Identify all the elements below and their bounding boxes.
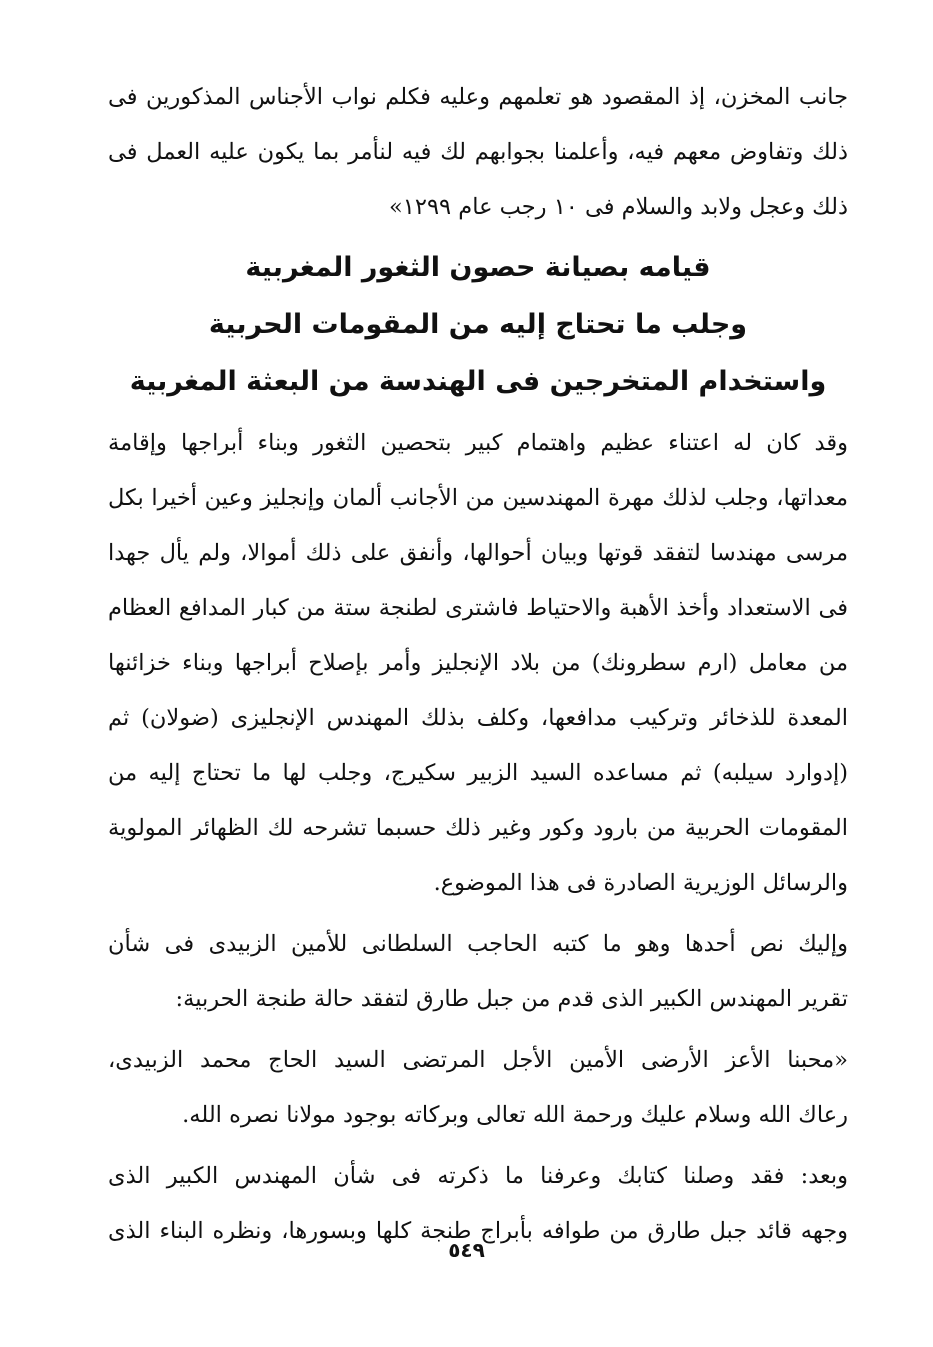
- text-line: المعدة للذخائر وتركيب مدافعها، وكلف بذلك المهندس الإنجليزى (ضولان) ثم: [108, 705, 848, 731]
- text-line: وقد كان له اعتناء عظيم واهتمام كبير بتحصين الثغور وبناء أبراجها وإقامة: [108, 430, 848, 456]
- paragraph-intro: [108, 917, 848, 1027]
- heading-line: واستخدام المتخرجين فى الهندسة من البعثة المغربية: [129, 366, 827, 397]
- text-line: والرسائل الوزيرية الصادرة فى هذا الموضوع.: [433, 870, 848, 896]
- heading-line: وجلب ما تحتاج إليه من المقومات الحربية: [208, 309, 748, 340]
- text-line: رعاك الله وسلام عليك ورحمة الله تعالى وبركاته بوجود مولانا نصره الله.: [182, 1102, 848, 1128]
- text-line: (إدوارد سيلبه) ثم مساعده السيد الزبير سكيرج، وجلب لها ما تحتاج إليه من: [108, 760, 848, 786]
- page-body: [108, 70, 848, 1259]
- heading-line: قيامه بصيانة حصون الثغور المغربية: [245, 252, 711, 283]
- page-number: ٥٤٩: [448, 1238, 485, 1262]
- text-line: ذلك وتفاوض معهم فيه، وأعلمنا بجوابهم لك فيه لنأمر بما يكون عليه العمل فى: [108, 139, 848, 165]
- text-line: «محبنا الأعز الأرضى الأمين الأجل المرتضى السيد الحاج محمد الزبيدى،: [108, 1047, 848, 1073]
- paragraph-quote: [108, 1033, 848, 1143]
- text-line: من معامل (ارم سطرونك) من بلاد الإنجليز وأمر بإصلاح أبراجها وبناء خزائنها: [108, 650, 848, 676]
- text-line: جانب المخزن، إذ المقصود هو تعلمهم وعليه فكلم نواب الأجناس المذكورين فى: [108, 84, 848, 110]
- paragraph-continuation: [108, 70, 848, 235]
- text-line: مرسى مهندسا لتفقد قوتها وبيان أحوالها، وأنفق على ذلك أموالا، ولم يأل جهدا: [108, 540, 848, 566]
- text-line: فى الاستعداد وأخذ الأهبة والاحتياط فاشترى لطنجة ستة من كبار المدافع العظام: [108, 595, 848, 621]
- text-line: المقومات الحربية من بارود وكور وغير ذلك حسبما تشرحه لك الظهائر المولوية: [108, 815, 848, 841]
- text-line: وبعد: فقد وصلنا كتابك وعرفنا ما ذكرته فى شأن المهندس الكبير الذى: [108, 1163, 848, 1189]
- section-heading: [108, 239, 848, 410]
- text-line: معداتها، وجلب لذلك مهرة المهندسين من الأجانب ألمان وإنجليز وعين أخيرا بكل: [108, 485, 848, 511]
- text-line: ذلك وعجل ولابد والسلام فى ١٠ رجب عام ١٢٩٩»: [389, 194, 848, 220]
- text-line: تقرير المهندس الكبير الذى قدم من جبل طارق لتفقد حالة طنجة الحربية:: [175, 986, 848, 1012]
- text-line: وجهه قائد جبل طارق من طوافه بأبراج طنجة كلها وبسورها، ونظره البناء الذى: [108, 1218, 848, 1244]
- paragraph-main: [108, 416, 848, 911]
- text-line: وإليك نص أحدها وهو ما كتبه الحاجب السلطانى للأمين الزبيدى فى شأن: [108, 931, 848, 957]
